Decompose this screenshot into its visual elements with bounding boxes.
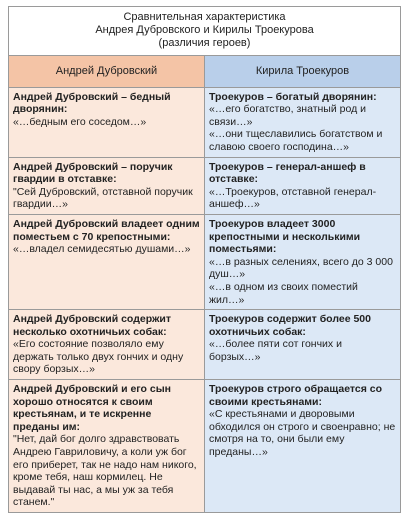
column-header-troekurov: Кирила Троекуров	[205, 56, 401, 88]
cell-heading: Андрей Дубровский и его сын хорошо относятся к своим крестьянам, и те искренне преданы им:	[13, 383, 172, 433]
table-title	[9, 7, 401, 56]
title-row	[9, 7, 401, 56]
dubrovsky-cell	[9, 380, 205, 513]
cell-heading: Андрей Дубровский – бедный дворянин:	[13, 90, 171, 116]
title-line-3: (различия героев)	[158, 37, 251, 49]
cell-quote: "Сей Дубровский, отставной поручик гвардии…»	[13, 185, 193, 211]
troekurov-cell	[205, 87, 401, 157]
cell-heading: Троекуров – богатый дворянин:	[209, 90, 377, 103]
comparison-table-container	[8, 6, 400, 513]
cell-quote: «…Троекуров, отставной генерал-аншеф…»	[209, 185, 377, 211]
title-line-1: Сравнительная характеристика	[123, 11, 286, 23]
cell-heading: Андрей Дубровский владеет одним поместьем с 70 крепостными:	[13, 217, 200, 243]
table-row	[9, 380, 401, 513]
cell-heading: Троекуров – генерал-аншеф в отставке:	[209, 160, 366, 186]
dubrovsky-cell	[9, 214, 205, 309]
cell-quote: «Его состояние позволяло ему держать только двух гончих и одну свору борзых…»	[13, 338, 184, 376]
dubrovsky-cell	[9, 157, 205, 214]
cell-quote: «…владел семидесятью душами…»	[13, 243, 191, 256]
cell-quote: «…бедным его соседом…»	[13, 115, 147, 128]
title-line-2: Андрея Дубровского и Кирилы Троекурова	[95, 24, 314, 36]
troekurov-cell	[205, 157, 401, 214]
column-header-dubrovsky: Андрей Дубровский	[9, 56, 205, 88]
cell-heading: Троекуров строго обращается со своими крестьянами:	[209, 383, 383, 408]
table-row	[9, 310, 401, 380]
cell-quote: «…более пяти сот гончих и борзых…»	[209, 338, 342, 363]
cell-heading: Троекуров владеет 3000 крепостными и несколькими поместьями:	[209, 217, 361, 256]
cell-heading: Андрей Дубровский содержит несколько охотничьих собак:	[13, 313, 172, 338]
table-row	[9, 87, 401, 157]
cell-quote: «С крестьянами и дворовыми обходился он строго и своенравно; не смотря на то, они были ему преданы…»	[209, 408, 396, 459]
cell-quote: "Нет, дай бог долго здравствовать Андрею Гавриловичу, а коли уж бог его приберет, так не надо нам никого, кроме тебя, наш кормилец. Не выдавай ты нас, а мы уж за тебя станем."	[13, 433, 197, 509]
troekurov-cell	[205, 214, 401, 309]
cell-quote: «…его богатство, знатный род и связи…» «…они тщеславились богатством и славою своего господина…»	[209, 103, 383, 153]
troekurov-cell	[205, 380, 401, 513]
table-row	[9, 214, 401, 309]
table-row	[9, 157, 401, 214]
troekurov-cell	[205, 310, 401, 380]
cell-heading: Андрей Дубровский – поручик гвардии в отставке:	[13, 160, 173, 186]
header-row	[9, 56, 401, 88]
cell-heading: Троекуров содержит более 500 охотничьих собак:	[209, 313, 371, 338]
comparison-table	[8, 6, 401, 513]
cell-quote: «…в разных селениях, всего до 3 000 душ…» «…в одном из своих поместий жил…»	[209, 255, 393, 306]
dubrovsky-cell	[9, 87, 205, 157]
dubrovsky-cell	[9, 310, 205, 380]
